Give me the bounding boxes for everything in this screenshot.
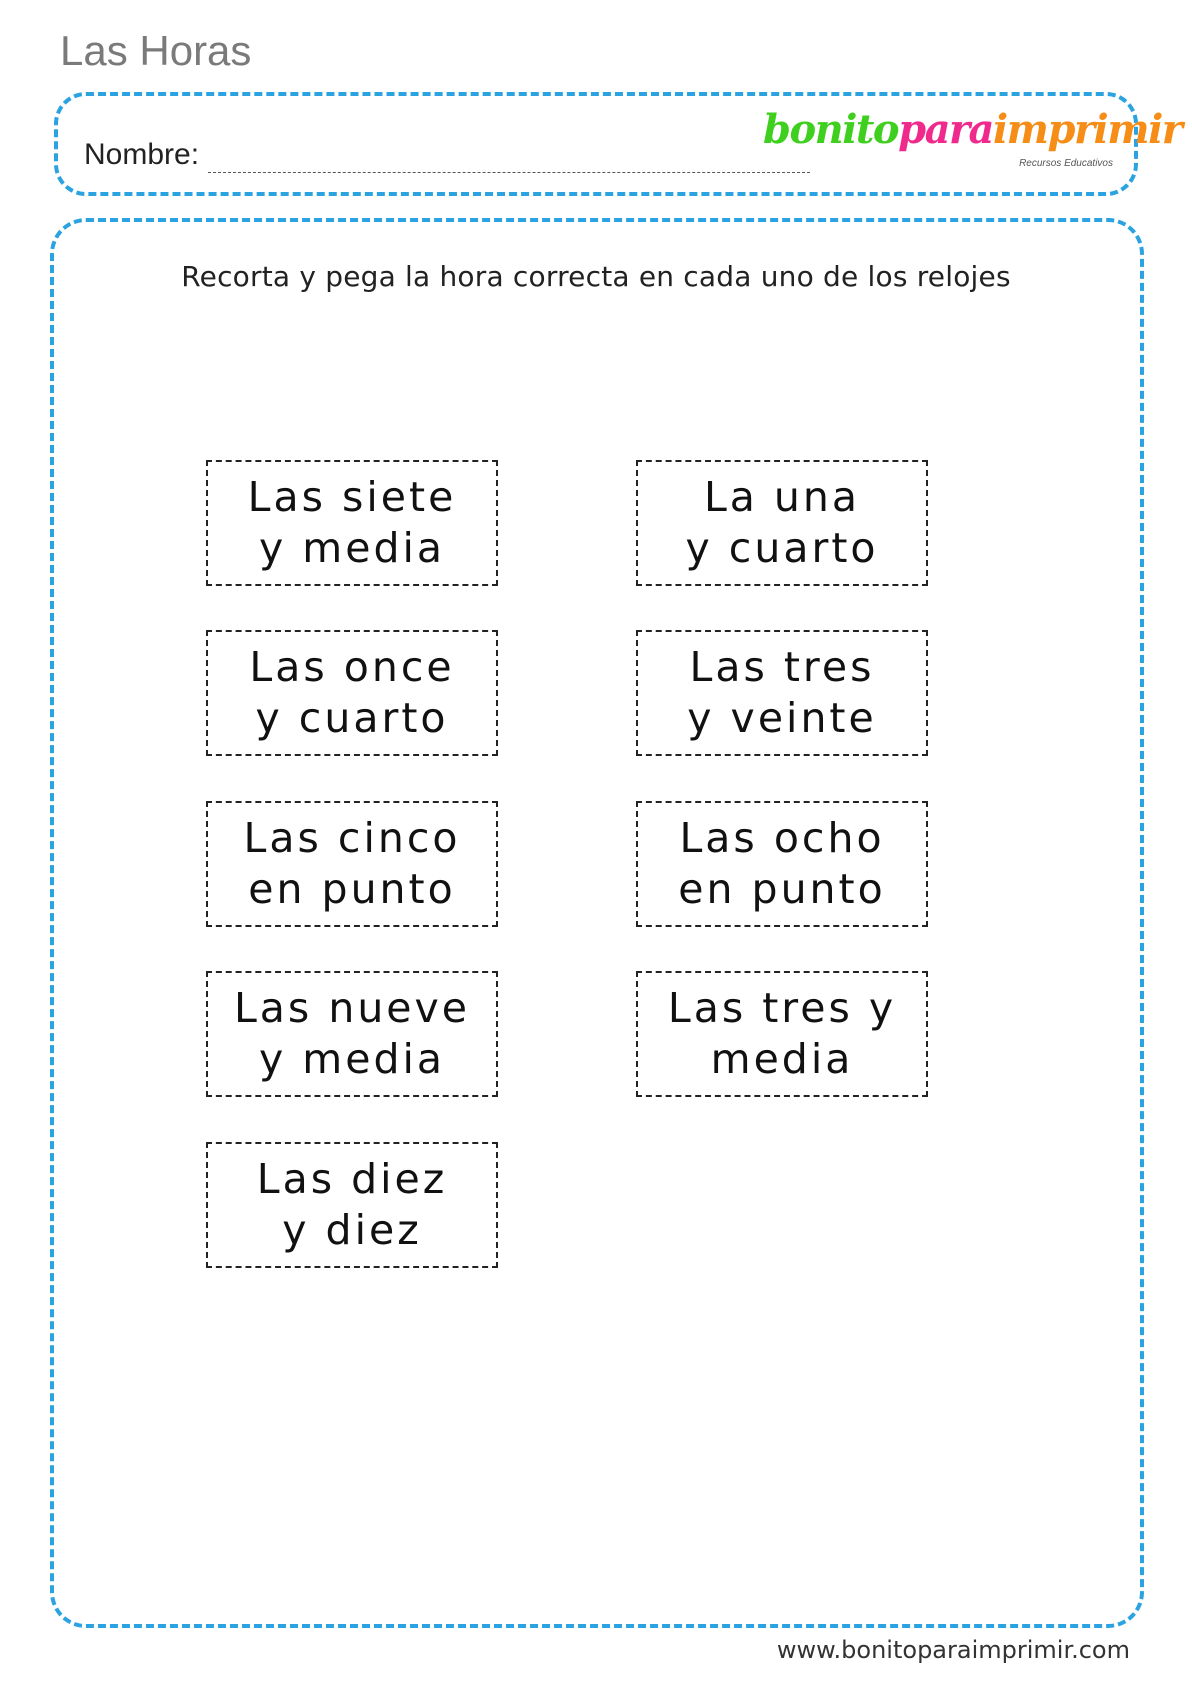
time-card-line2: y veinte <box>687 694 877 742</box>
time-card[interactable] <box>206 630 498 756</box>
time-card-line1: Las tres <box>689 643 875 691</box>
logo-tagline: Recursos Educativos <box>1019 158 1113 169</box>
time-card-line2: media <box>710 1035 854 1083</box>
time-card[interactable] <box>636 460 928 586</box>
footer-url[interactable]: www.bonitoparaimprimir.com <box>776 1636 1130 1664</box>
logo-part-imprimir: imprimir <box>992 106 1182 153</box>
page-title: Las Horas <box>60 27 252 74</box>
time-card-line1: Las siete <box>247 473 457 521</box>
logo-part-bonito: bonito <box>763 106 899 153</box>
time-card-line1: La una <box>703 473 861 521</box>
time-card-line1: Las cinco <box>243 814 461 862</box>
time-card-line2: y media <box>258 524 445 572</box>
name-label: Nombre: <box>84 138 200 171</box>
logo-part-para: para <box>898 106 993 153</box>
time-card-line2: y media <box>258 1035 445 1083</box>
time-card-line2: en punto <box>248 865 456 913</box>
name-input-line[interactable] <box>208 172 810 173</box>
time-card-line2: en punto <box>678 865 886 913</box>
time-card-line1: Las ocho <box>679 814 885 862</box>
time-card-line1: Las diez <box>256 1155 448 1203</box>
time-card-line2: y diez <box>282 1206 422 1254</box>
time-card[interactable] <box>206 1142 498 1268</box>
time-card-line1: Las once <box>249 643 455 691</box>
time-card[interactable] <box>636 971 928 1097</box>
instructions-text: Recorta y pega la hora correcta en cada uno de los relojes <box>181 260 1011 293</box>
brand-logo <box>763 100 1182 190</box>
time-card[interactable] <box>636 801 928 927</box>
time-card[interactable] <box>206 460 498 586</box>
time-card[interactable] <box>636 630 928 756</box>
header-box <box>54 92 1182 196</box>
time-card[interactable] <box>206 971 498 1097</box>
time-card-line2: y cuarto <box>685 524 879 572</box>
time-card-line2: y cuarto <box>255 694 449 742</box>
time-card-line1: Las tres y <box>667 984 897 1032</box>
time-card[interactable] <box>206 801 498 927</box>
time-card-line1: Las nueve <box>233 984 471 1032</box>
logo-wordmark <box>763 106 1181 153</box>
